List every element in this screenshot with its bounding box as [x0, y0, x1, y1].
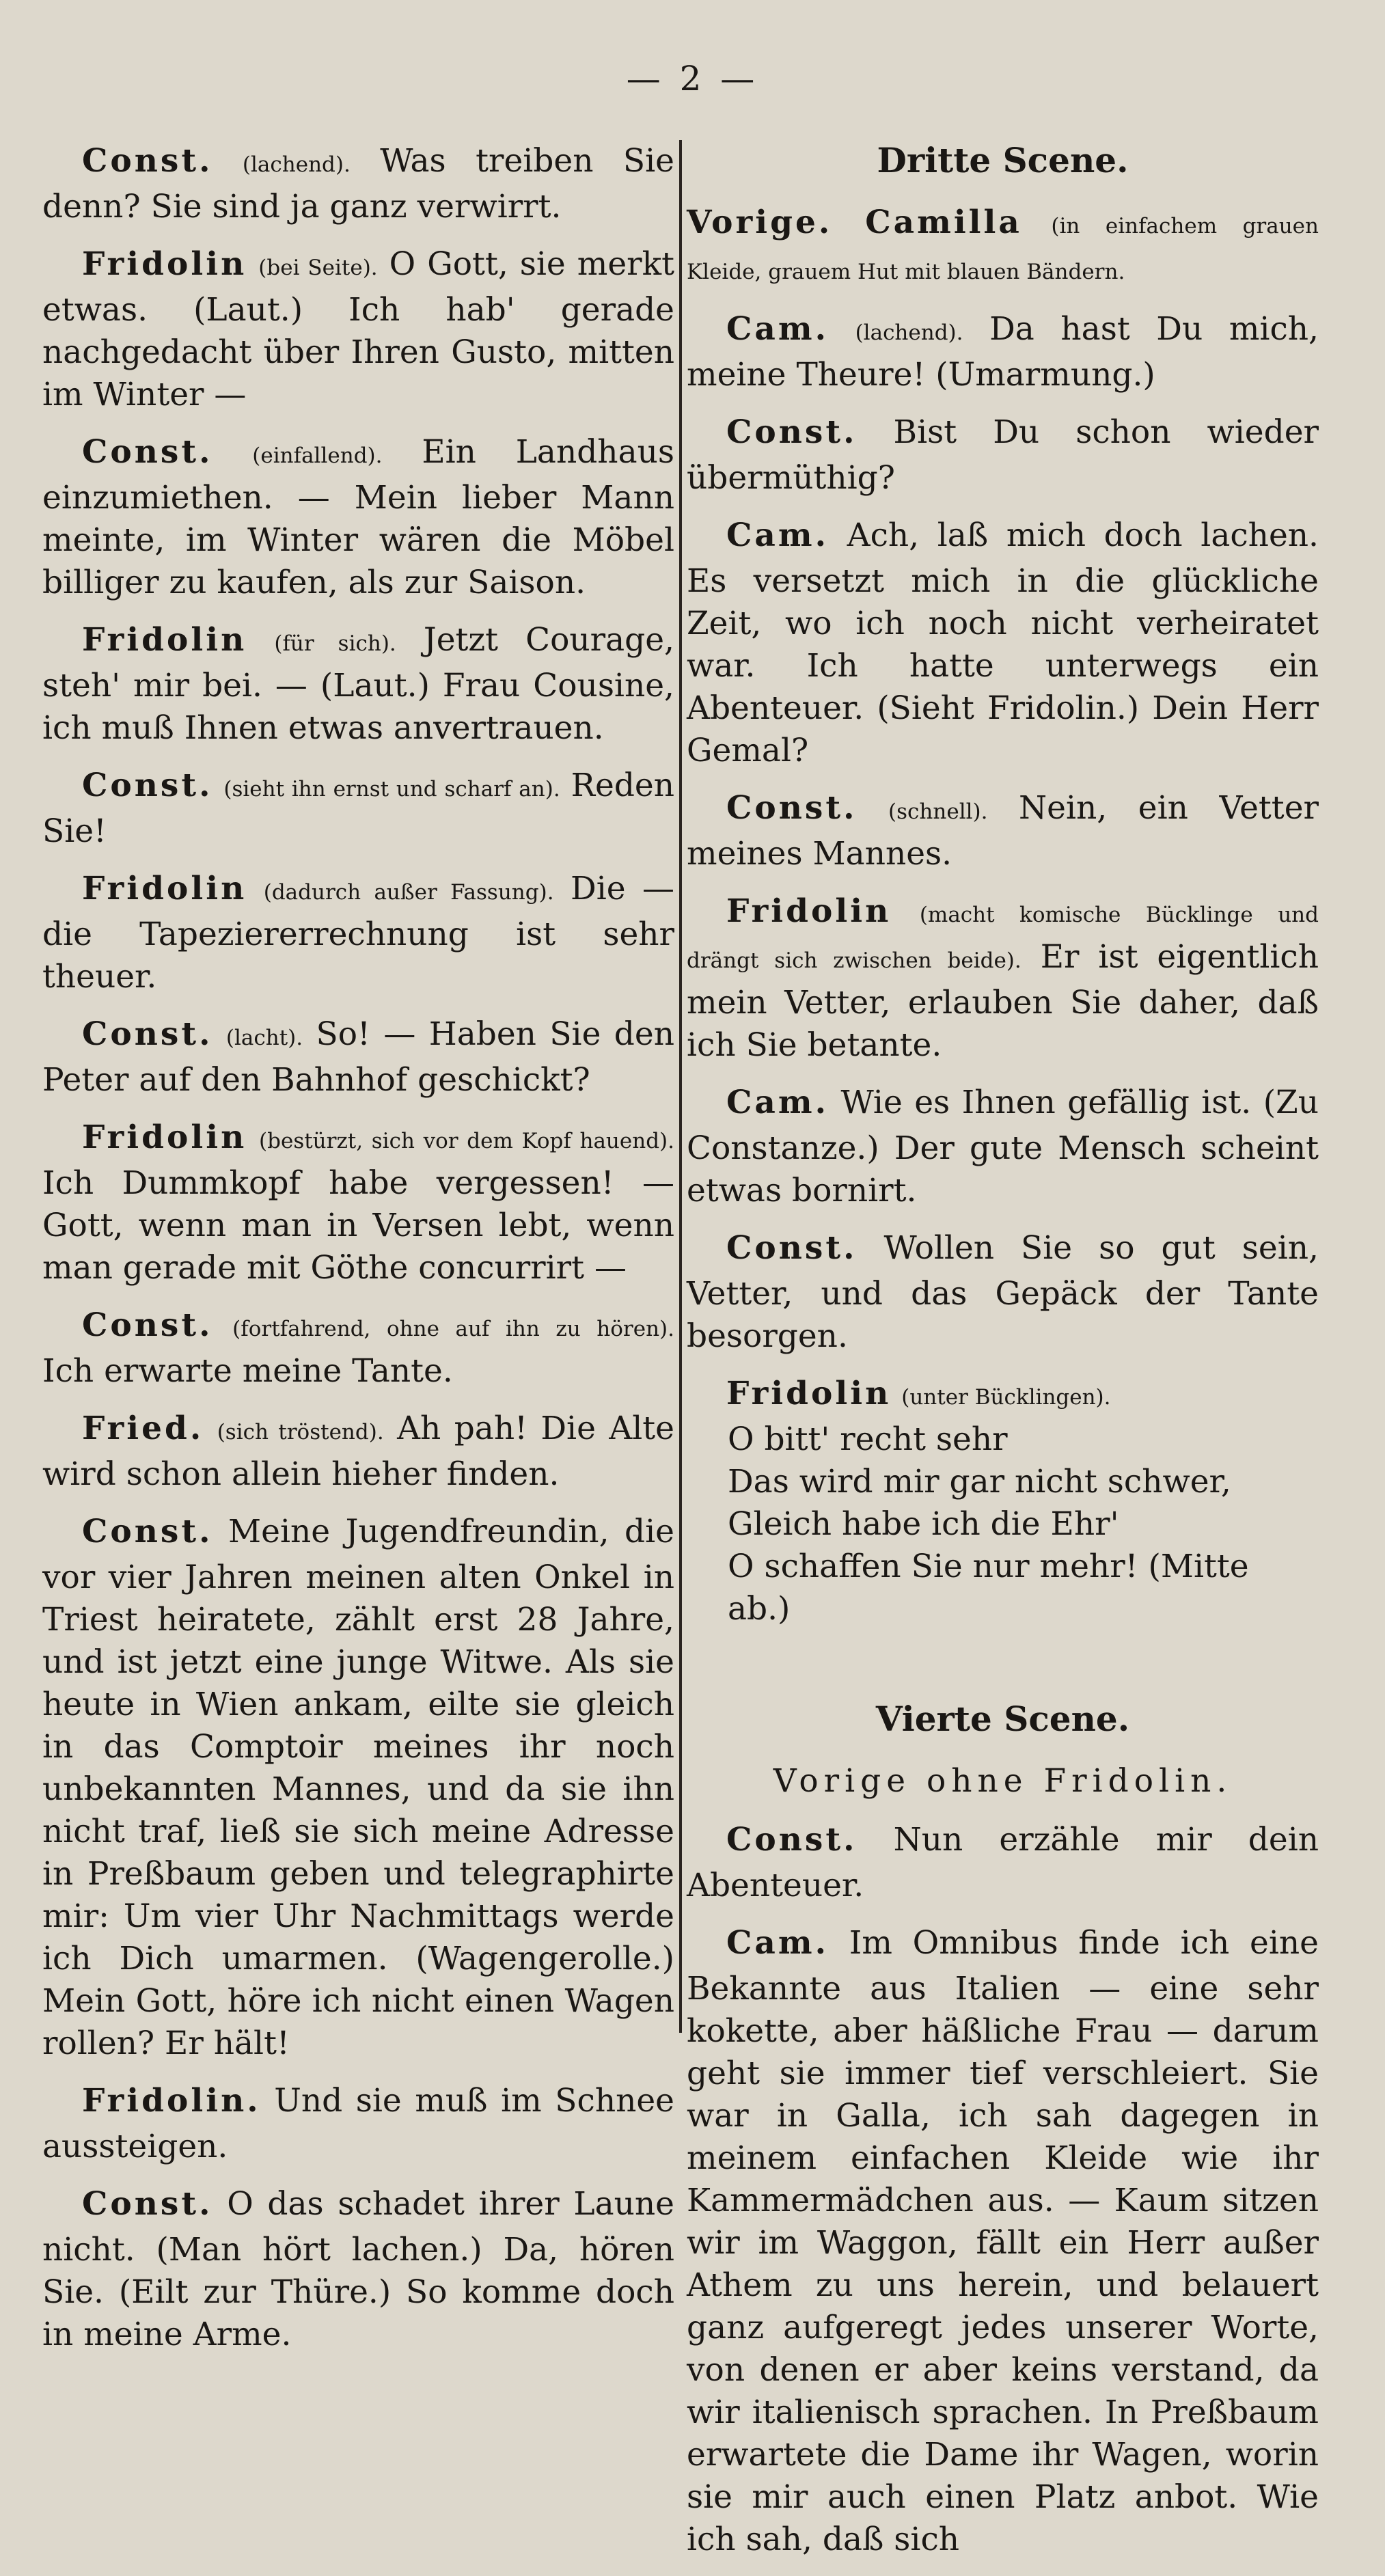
page-number: — 2 —: [626, 59, 759, 98]
verse-line: O schaffen Sie nur mehr! (Mitte ab.): [728, 1548, 1249, 1628]
dialogue-line: [42, 1013, 674, 1101]
dialogue-line: [687, 787, 1319, 875]
right-column: [687, 140, 1319, 2576]
dialogue-line: [687, 890, 1319, 1067]
dialogue-text: Reden Sie!: [42, 767, 674, 850]
dialogue-text: Bist Du schon wieder übermüthig?: [687, 413, 1319, 497]
dialogue-line: [42, 243, 674, 416]
stage-direction: (lachend).: [242, 152, 351, 177]
verse-line: O bitt' recht sehr: [728, 1421, 1008, 1458]
verse-line: Gleich habe ich die Ehr': [728, 1505, 1119, 1543]
speaker-name: Cam.: [726, 1084, 829, 1121]
dialogue-line: [42, 140, 674, 228]
stage-direction: (unter Bücklingen).: [901, 1385, 1111, 1410]
stage-direction: (sieht ihn ernst und scharf an).: [223, 777, 560, 801]
speaker-name: Fridolin: [726, 1375, 892, 1412]
speaker-name: Const.: [82, 1306, 213, 1344]
dialogue-line: [687, 1227, 1319, 1358]
dialogue-line: [687, 1082, 1319, 1212]
dialogue-line: [687, 1922, 1319, 2561]
dialogue-text: So! — Haben Sie den Peter auf den Bahnhof geschickt?: [42, 1015, 674, 1099]
speaker-name: Const.: [726, 1229, 858, 1267]
speaker-name: Const.: [726, 789, 858, 827]
dialogue-text: Nein, ein Vetter meines Mannes.: [687, 789, 1319, 873]
scene-4-subtitle: Vorige ohne Fridolin.: [773, 1762, 1233, 1800]
dialogue-line: [687, 308, 1319, 396]
speaker-name: Fridolin: [82, 245, 247, 283]
speaker-name: Const.: [82, 2185, 213, 2223]
dialogue-line: [42, 2080, 674, 2168]
stage-direction: (sich tröstend).: [217, 1420, 384, 1444]
dialogue-text: Jetzt Courage, steh' mir bei. — (Laut.) Frau Cousine, ich muß Ihnen etwas anvertrauen.: [42, 621, 674, 747]
dialogue-line: [42, 1116, 674, 1289]
dialogue-text: Meine Jugendfreundin, die vor vier Jahren meinen alten Onkel in Triest heiratete, zählt erst 28 Jahre, und ist jetzt eine junge Witwe. Als sie heute in Wien ankam, eilte sie gleich in das Comptoir meines ihr noch unbekannten Mannes, und da sie ihn nicht traf, ließ sie sich meine Adresse in Preßbaum geben und telegraphirte mir: Um vier Uhr Nachmittags werde ich Dich umarmen. (Wagengerolle.) Mein Gott, höre ich nicht einen Wagen rollen? Er hält!: [42, 1513, 674, 2062]
stage-direction: (fortfahrend, ohne auf ihn zu hören).: [232, 1317, 674, 1341]
verse-block: [687, 1419, 1319, 1630]
speaker-name: Fridolin: [82, 1119, 247, 1156]
left-column: [42, 140, 674, 2371]
speaker-name: Fried.: [82, 1410, 204, 1447]
speaker-name: Fridolin: [82, 621, 247, 659]
speaker-name: Fridolin: [726, 892, 892, 930]
stage-direction: (für sich).: [274, 631, 396, 656]
dialogue-line: [42, 765, 674, 853]
speaker-name: Const.: [82, 767, 213, 804]
verse-heading: [687, 1373, 1319, 1419]
dialogue-text: Ein Landhaus einzumiethen. — Mein lieber Mann meinte, im Winter wären die Möbel billiger zu kaufen, als zur Saison.: [42, 433, 674, 601]
dialogue-line: [42, 1304, 674, 1393]
dialogue-text: Wie es Ihnen gefällig ist. (Zu Constanze.) Der gute Mensch scheint etwas bornirt.: [687, 1084, 1319, 1209]
dialogue-line: [42, 619, 674, 750]
dialogue-text: Und sie muß im Schnee aussteigen.: [42, 2082, 674, 2165]
stage-direction: (bei Seite).: [258, 256, 378, 280]
dialogue-text: Ich Dummkopf habe vergessen! — Gott, wenn man in Versen lebt, wenn man gerade mit Göthe concurrirt —: [42, 1164, 674, 1287]
dialogue-line: [687, 515, 1319, 772]
dialogue-line: [687, 1819, 1319, 1907]
scene-3-intro: [687, 202, 1319, 293]
stage-direction: (schnell).: [888, 799, 988, 824]
dialogue-text: O Gott, sie merkt etwas. (Laut.) Ich hab' gerade nachgedacht über Ihren Gusto, mitten im Winter —: [42, 245, 674, 413]
dialogue-text: Ich erwarte meine Tante.: [42, 1352, 453, 1390]
dialogue-text: Die — die Tapeziererrechnung ist sehr theuer.: [42, 870, 674, 996]
speaker-name: Const.: [82, 1513, 213, 1550]
stage-direction: (in einfachem grauen Kleide, grauem Hut mit blauen Bändern.: [687, 214, 1319, 284]
stage-direction: (bestürzt, sich vor dem Kopf hauend).: [259, 1129, 674, 1153]
dialogue-line: [42, 431, 674, 604]
dialogue-text: O das schadet ihrer Laune nicht. (Man hört lachen.) Da, hören Sie. (Eilt zur Thüre.) So komme doch in meine Arme.: [42, 2185, 674, 2353]
speaker-name: Const.: [82, 142, 213, 180]
speaker-name: Cam.: [726, 1924, 829, 1962]
speaker-name: Cam.: [726, 310, 829, 348]
scene-3-dialogue: [687, 308, 1319, 1358]
speaker-name: Const.: [82, 1015, 213, 1053]
scene-4-dialogue: [687, 1819, 1319, 2561]
dialogue-text: Wollen Sie so gut sein, Vetter, und das Gepäck der Tante besorgen.: [687, 1229, 1319, 1355]
stage-direction: (einfallend).: [252, 443, 383, 468]
verse-line: Das wird mir gar nicht schwer,: [728, 1463, 1231, 1501]
dialogue-line: [42, 2183, 674, 2356]
column-divider: [679, 140, 682, 2033]
stage-direction: (lacht).: [225, 1026, 303, 1050]
dialogue-line: [687, 411, 1319, 499]
speaker-name: Const.: [726, 1821, 858, 1859]
dialogue-line: [42, 1511, 674, 2065]
speaker-name: Const.: [82, 433, 213, 471]
stage-direction: (macht komische Bücklinge und drängt sich zwischen beide).: [687, 903, 1319, 973]
speaker-name: Const.: [726, 413, 858, 451]
dialogue-text: Nun erzähle mir dein Abenteuer.: [687, 1821, 1319, 1904]
dialogue-text: Da hast Du mich, meine Theure! (Umarmung.): [687, 310, 1319, 394]
stage-direction: (lachend).: [855, 320, 963, 345]
dialogue-text: Was treiben Sie denn? Sie sind ja ganz verwirrt.: [42, 142, 674, 225]
speaker-name: Vorige. Camilla: [687, 204, 1022, 241]
scene-4-title: Vierte Scene.: [875, 1699, 1130, 1739]
dialogue-line: [42, 868, 674, 998]
stage-direction: (dadurch außer Fassung).: [263, 880, 554, 905]
left-dialogue: [42, 140, 674, 2356]
speaker-name: Cam.: [726, 517, 829, 554]
dialogue-text: Ach, laß mich doch lachen. Es versetzt mich in die glückliche Zeit, wo ich noch nicht verheiratet war. Ich hatte unterwegs ein Abenteuer. (Sieht Fridolin.) Dein Herr Gemal?: [687, 517, 1319, 769]
speaker-name: Fridolin: [82, 870, 247, 907]
dialogue-line: [42, 1408, 674, 1496]
dialogue-text: Er ist eigentlich mein Vetter, erlauben Sie daher, daß ich Sie betante.: [687, 938, 1319, 1064]
dialogue-text: Ah pah! Die Alte wird schon allein hieher finden.: [42, 1410, 674, 1493]
speaker-name: Fridolin.: [82, 2082, 261, 2120]
scene-3-title: Dritte Scene.: [877, 140, 1129, 180]
dialogue-text: Im Omnibus finde ich eine Bekannte aus Italien — eine sehr kokette, aber häßliche Frau — darum geht sie immer tief verschleiert. Sie war in Galla, ich sah dagegen in meinem einfachen Kleide wie ihr Kammermädchen aus. — Kaum sitzen wir im Waggon, fällt ein Herr außer Athem zu uns herein, und belauert ganz aufgeregt jedes unserer Worte, von denen er aber keins verstand, da wir italienisch sprachen. In Preßbaum erwartete die Dame ihr Wagen, worin sie mir auch einen Platz anbot. Wie ich sah, daß sich: [687, 1924, 1319, 2558]
